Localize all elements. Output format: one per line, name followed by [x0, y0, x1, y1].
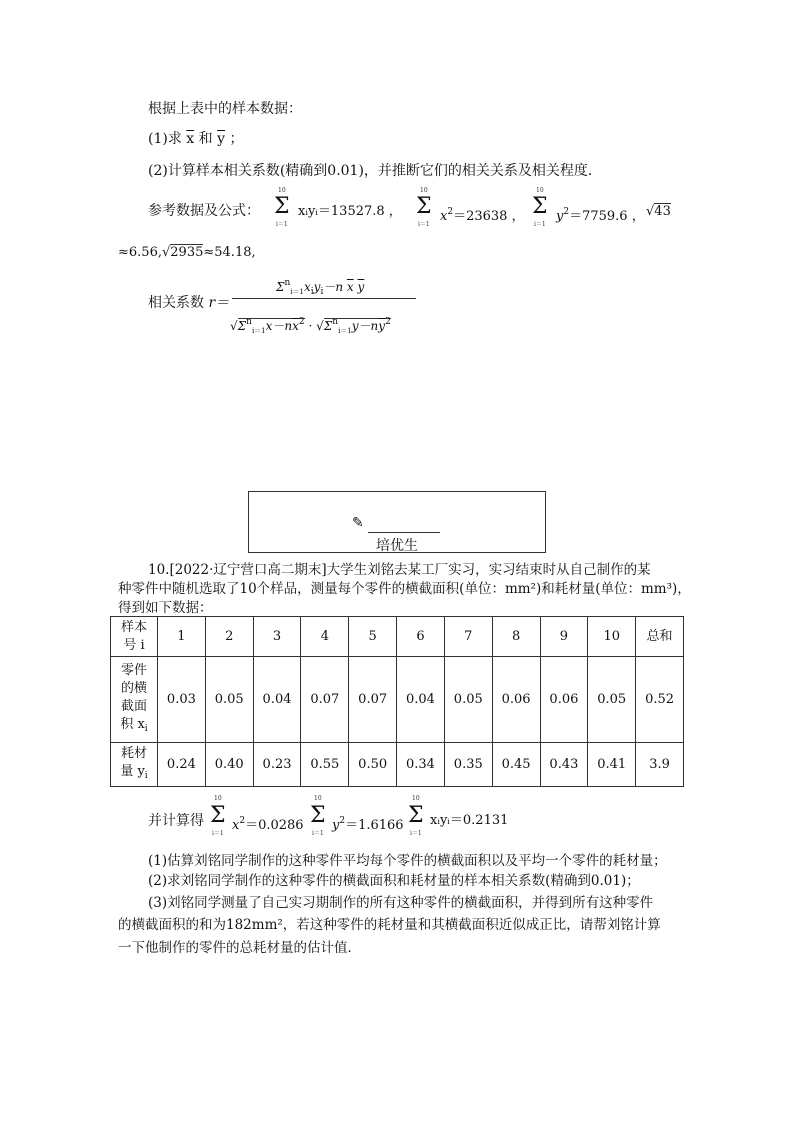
- ref-xy-sum: xᵢyᵢ＝13527.8 ，: [298, 204, 402, 219]
- header-label-cell: 样本 号 i: [111, 617, 158, 657]
- sum-upper-2: 10: [420, 187, 428, 194]
- y-cell: 0.40: [205, 743, 253, 787]
- y-cell: 0.55: [301, 743, 349, 787]
- sub-question-1: (1)估算刘铭同学制作的这种零件平均每个零件的横截面积以及平均一个零件的耗材量；: [148, 853, 667, 869]
- calc-sum-lower-1: i＝1: [212, 830, 224, 837]
- col-10: 10: [588, 617, 636, 657]
- pencil-icon: ✎: [352, 515, 364, 531]
- y-total: 3.9: [636, 743, 684, 787]
- calc-sum-upper-2: 10: [314, 795, 322, 802]
- x-cell: 0.04: [397, 657, 445, 743]
- sum-lower-1: i＝1: [276, 221, 288, 228]
- row-x-label: 零件 的横 截面 积 $x_i$: [111, 657, 158, 743]
- ref-y-squared: $y^2=7759.6$ ，: [556, 207, 645, 224]
- y-cell: 0.23: [253, 743, 301, 787]
- sub-question-3-line-1: (3)刘铭同学测量了自己实习期制作的所有这种零件的横截面积，并得到所有这种零件: [148, 895, 654, 911]
- ref-x-squared: $x^2=23638$ ，: [440, 207, 525, 224]
- calc-sigma-1: Σ: [210, 803, 226, 828]
- table-row-x: [111, 657, 684, 743]
- problem-line-3: 得到如下数据：: [118, 600, 213, 616]
- x-cell: 0.06: [540, 657, 588, 743]
- calc-sum-lower-3: i＝1: [410, 830, 422, 837]
- row-y-label: 耗材 量 $y_i$: [111, 743, 158, 787]
- x-cell: 0.07: [349, 657, 397, 743]
- section-title: 培优生: [376, 538, 418, 554]
- section-rule: [368, 532, 440, 533]
- approx-line: ≈6.56,√2935≈54.18,: [118, 245, 256, 260]
- calc-label: 并计算得: [148, 813, 204, 829]
- col-total: 总和: [636, 617, 684, 657]
- table-row-y: [111, 743, 684, 787]
- x-cell: 0.03: [158, 657, 206, 743]
- x-cell: 0.06: [492, 657, 540, 743]
- col-5: 5: [349, 617, 397, 657]
- y-cell: 0.34: [397, 743, 445, 787]
- sigma-symbol-1: Σ: [274, 194, 290, 219]
- q1-end: ；: [229, 131, 244, 147]
- y-cell: 0.50: [349, 743, 397, 787]
- x-cell: 0.05: [588, 657, 636, 743]
- sub-question-3-line-3: 一下他制作的零件的总耗材量的估计值．: [118, 940, 361, 956]
- calc-y-squared: $y^2=1.6166$: [332, 816, 404, 833]
- sqrt-43: √43: [646, 204, 671, 219]
- y-bar: $\overline{y}$: [217, 131, 226, 147]
- calc-xy-sum: xᵢyᵢ＝0.2131: [430, 813, 509, 828]
- x-total: 0.52: [636, 657, 684, 743]
- col-2: 2: [205, 617, 253, 657]
- sigma-symbol-3: Σ: [532, 194, 548, 219]
- table-row-header: [111, 617, 684, 657]
- problem-line-2: 种零件中随机选取了10个样品，测量每个零件的横截面积(单位：mm²)和耗材量(单位：mm³)，: [118, 581, 691, 597]
- fraction-bar: [232, 298, 416, 299]
- reference-label: 参考数据及公式：: [148, 203, 260, 219]
- x-cell: 0.04: [253, 657, 301, 743]
- col-6: 6: [397, 617, 445, 657]
- q1-and: 和: [198, 131, 213, 147]
- y-cell: 0.35: [444, 743, 492, 787]
- y-cell: 0.41: [588, 743, 636, 787]
- formula-denominator: $√\Sigma^n_{i=1}x-n\overline{x}^2 \cdot √\Sigma^n_{i=1}y-n\overline{y}^2$: [230, 317, 391, 335]
- y-cell: 0.45: [492, 743, 540, 787]
- question-2: (2)计算样本相关系数(精确到0.01)，并推断它们的相关关系及相关程度．: [148, 163, 602, 179]
- col-3: 3: [253, 617, 301, 657]
- col-1: 1: [158, 617, 206, 657]
- col-7: 7: [444, 617, 492, 657]
- x-cell: 0.05: [444, 657, 492, 743]
- problem-line-1: 10.[2022·辽宁营口高二期末]大学生刘铭去某工厂实习，实习结束时从自己制作的某: [148, 562, 651, 578]
- calc-sum-upper-1: 10: [214, 795, 222, 802]
- col-8: 8: [492, 617, 540, 657]
- formula-label: 相关系数 r＝: [148, 295, 230, 311]
- x-cell: 0.07: [301, 657, 349, 743]
- sum-upper-3: 10: [536, 187, 544, 194]
- col-4: 4: [301, 617, 349, 657]
- col-9: 9: [540, 617, 588, 657]
- y-cell: 0.43: [540, 743, 588, 787]
- formula-numerator: $\Sigma^n_{i=1}x_iy_i-n$ $\overline{x}$ $\overline{y}$: [276, 278, 365, 297]
- sigma-symbol-2: Σ: [416, 194, 432, 219]
- sub-question-2: (2)求刘铭同学制作的这种零件的横截面积和耗材量的样本相关系数(精确到0.01)；: [148, 873, 640, 889]
- calc-sigma-2: Σ: [310, 803, 326, 828]
- sub-question-3-line-2: 的横截面积的和为182mm²，若这种零件的耗材量和其横截面积近似成正比，请帮刘铭计算: [118, 917, 661, 933]
- calc-sum-lower-2: i＝1: [312, 830, 324, 837]
- sum-lower-3: i＝1: [534, 221, 546, 228]
- calc-sum-upper-3: 10: [412, 795, 420, 802]
- x-cell: 0.05: [205, 657, 253, 743]
- data-table: [110, 616, 684, 787]
- y-cell: 0.24: [158, 743, 206, 787]
- q1-prefix: (1)求: [148, 131, 182, 147]
- x-bar: $\overline{x}$: [186, 131, 195, 147]
- intro-text: 根据上表中的样本数据：: [148, 101, 302, 117]
- sum-upper-1: 10: [278, 187, 286, 194]
- calc-x-squared: $x^2=0.0286$: [232, 816, 304, 833]
- question-1: [148, 130, 243, 148]
- calc-sigma-3: Σ: [408, 803, 424, 828]
- sum-lower-2: i＝1: [418, 221, 430, 228]
